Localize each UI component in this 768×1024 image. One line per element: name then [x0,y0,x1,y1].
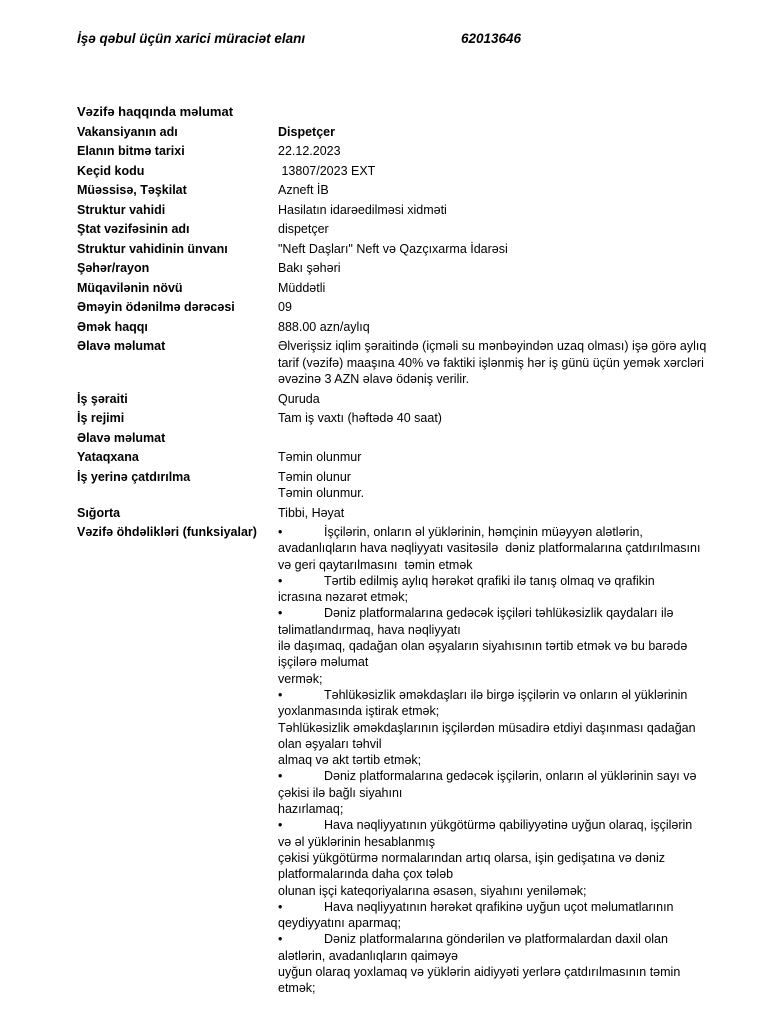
info-row [77,142,722,162]
duty-text: Təhlükəsizlik əməkdaşları ilə birgə işçilərin və onların əl yüklərinin [324,687,688,702]
info-row [77,389,722,409]
bullet-icon: • [278,573,283,588]
duty-continuation-line [278,883,722,899]
duty-bullet-item [278,768,722,784]
duty-continuation-line [278,589,722,605]
info-row-value: Tibbi, Həyat [278,505,345,520]
info-row [77,317,722,337]
info-row-label: Struktur vahidinin ünvanı [77,241,228,256]
duties-list [278,523,722,999]
info-row [77,409,722,429]
info-row-value [278,428,722,448]
info-row-label: Keçid kodu [77,163,145,178]
duty-continuation-line [278,720,722,736]
duty-text: Dəniz platformalarına göndərilən və platformalardan daxil olan [324,932,668,947]
job-info-table [77,122,722,998]
duty-text: uyğun olaraq yoxlamaq və yüklərin aidiyyəti yerlərə çatdırılmasının təmin [278,965,681,980]
duty-continuation-line [278,964,722,980]
info-row-value: Azneft İB [278,183,329,197]
duty-continuation-line [278,622,722,638]
info-row-value: 888.00 azn/aylıq [278,319,370,334]
info-row-value: Quruda [278,391,320,406]
duty-continuation-line [278,557,722,573]
duty-text: yoxlanmasında iştirak etmək; [278,704,440,719]
duty-text: İşçilərin, onların əl yüklərinin, həmçinin müəyyən alətlərin, [324,525,643,539]
info-row-label: Əlavə məlumat [77,430,166,445]
info-row [77,298,722,318]
duty-text: almaq və akt tərtib etmək; [278,753,422,768]
info-row-value: Bakı şəhəri [278,261,341,275]
duty-continuation-line [278,736,722,752]
bullet-icon: • [278,932,283,947]
duty-text: etmək; [278,981,316,996]
duty-continuation-line [278,834,722,850]
info-row-label: Ştat vəzifəsinin adı [77,222,190,236]
info-row-value: Tam iş vaxtı (həftədə 40 saat) [278,411,442,425]
info-row-label: Sığorta [77,505,121,520]
info-row-value: Müddətli [278,280,326,295]
bullet-icon: • [278,769,283,784]
info-row-label: Əmək haqqı [77,319,148,334]
duty-text: işçilərə məlumat [278,655,369,670]
duty-text: Təhlükəsizlik əməkdaşlarının işçilərdən müsadirə etdiyi daşınması qadağan [278,720,696,735]
duty-text: və əl yüklərinin hesablanmış [278,834,436,849]
info-row-value: Dispetçer [278,124,335,139]
bullet-icon: • [278,606,283,621]
duty-bullet-item [278,524,722,540]
duty-text: Dəniz platformalarına gedəcək işçilərin, onların əl yüklərinin sayı və [324,769,697,784]
info-row-value: 22.12.2023 [278,144,341,158]
info-row-label: Struktur vahidi [77,202,166,217]
info-row-label: Vakansiyanın adı [77,124,178,139]
duty-continuation-line [278,801,722,817]
info-row-value: 09 [278,300,292,314]
duty-text: vermək; [278,671,323,686]
bullet-icon: • [278,818,283,833]
info-row [77,220,722,240]
duty-continuation-line [278,671,722,687]
info-row [77,200,722,220]
info-row-value: 13807/2023 EXT [278,163,376,178]
duty-text: olunan işçi kateqoriyalarına əsasən, siyahını yeniləmək; [278,883,587,898]
duties-label: Vəzifə öhdəlikləri (funksiyalar) [77,525,257,539]
duty-text: Dəniz platformalarına gedəcək işçiləri təhlükəsizlik qaydaları ilə [324,606,674,621]
duty-text: qeydiyyatını aparmaq; [278,916,401,931]
info-row [77,448,722,468]
duty-text: Hava nəqliyyatının yükgötürmə qabiliyyətinə uyğun olaraq, işçilərin [324,818,693,833]
duty-continuation-line [278,752,722,768]
duty-continuation-line [278,948,722,964]
duty-text: təlimatlandırmaq, hava nəqliyyatı [278,622,461,637]
duty-bullet-item [278,573,722,589]
duty-continuation-line [278,703,722,719]
info-row [77,337,722,390]
info-row [77,161,722,181]
info-row-label: İş yerinə çatdırılma [77,469,191,484]
info-row-value: Əlverişsiz iqlim şəraitində (içməli su mənbəyindən uzaq olması) işə görə aylıq tarif (vəzifə) maaşına 40% və faktiki işlənmiş hər iş günü üçün yemək xərcləri əvəzinə 3 AZN əlavə ödəniş verilir. [278,339,710,386]
info-row [77,428,722,448]
section-title: Vəzifə haqqında məlumat [77,104,234,119]
duty-text: çəkisi ilə bağlı siyahını [278,785,403,800]
duty-bullet-item [278,899,722,915]
duty-text: alətlərin, avadanlıqların qaiməyə [278,948,458,963]
info-row-value: Təmin olunur Təmin olunmur. [278,469,365,500]
info-row [77,278,722,298]
info-row [77,122,722,142]
duty-bullet-item [278,931,722,947]
duty-continuation-line [278,654,722,670]
info-row-label: İş şəraiti [77,391,128,406]
duty-text: Tərtib edilmiş aylıq hərəkət qrafiki ilə tanış olmaq və qrafikin [324,573,655,588]
info-row-value: Təmin olunmur [278,450,362,464]
duty-continuation-line [278,980,722,996]
duty-text: çəkisi yükgötürmə normalarından artıq olarsa, işin gedişatına və dəniz [278,850,666,865]
bullet-icon: • [278,525,283,539]
info-row-label: Elanın bitmə tarixi [77,144,185,158]
document-title: İşə qəbul üçün xarici müraciət elanı [77,31,306,46]
bullet-icon: • [278,687,283,702]
info-row-value: Hasilatın idarəedilməsi xidməti [278,202,447,217]
bullet-icon: • [278,899,283,914]
info-row [77,259,722,279]
duty-continuation-line [278,638,722,654]
info-row-label: Müəssisə, Təşkilat [77,183,187,197]
document-code: 62013646 [461,31,522,46]
duty-text: Hava nəqliyyatının hərəkət qrafikinə uyğun uçot məlumatlarının [324,899,674,914]
duty-text: icrasına nəzarət etmək; [278,590,408,605]
duty-text: və geri qaytarılmasını təmin etmək [278,557,473,572]
duties-row [77,523,722,999]
info-row-label: Yataqxana [77,450,139,464]
duty-continuation-line [278,866,722,882]
info-row [77,239,722,259]
info-row-label: Əlavə məlumat [77,339,166,353]
info-row-value: dispetçer [278,222,329,236]
duty-text: platformalarında daha çox tələb [278,867,454,882]
info-row [77,181,722,201]
duty-text: olan əşyaları təhvil [278,736,382,751]
info-row [77,467,722,503]
duty-text: avadanlıqların hava nəqliyyatı vasitəsilə dəniz platformalarına çatdırılmasını [278,541,701,556]
duty-bullet-item [278,817,722,833]
duty-continuation-line [278,915,722,931]
duty-bullet-item [278,687,722,703]
duty-text: ilə daşımaq, qadağan olan əşyaların siyahısının tərtib etmək və bu barədə [278,639,688,654]
duty-bullet-item [278,605,722,621]
info-row-label: Əməyin ödənilmə dərəcəsi [77,300,235,314]
info-row-label: İş rejimi [77,411,125,425]
info-row-label: Müqavilənin növü [77,280,183,295]
duty-continuation-line [278,850,722,866]
info-row-label: Şəhər/rayon [77,261,150,275]
duty-continuation-line [278,785,722,801]
duty-text: hazırlamaq; [278,802,344,817]
document-header [77,31,717,53]
info-row [77,503,722,523]
duty-continuation-line [278,540,722,556]
info-row-value: "Neft Daşları" Neft və Qazçıxarma İdarəsi [278,241,508,256]
